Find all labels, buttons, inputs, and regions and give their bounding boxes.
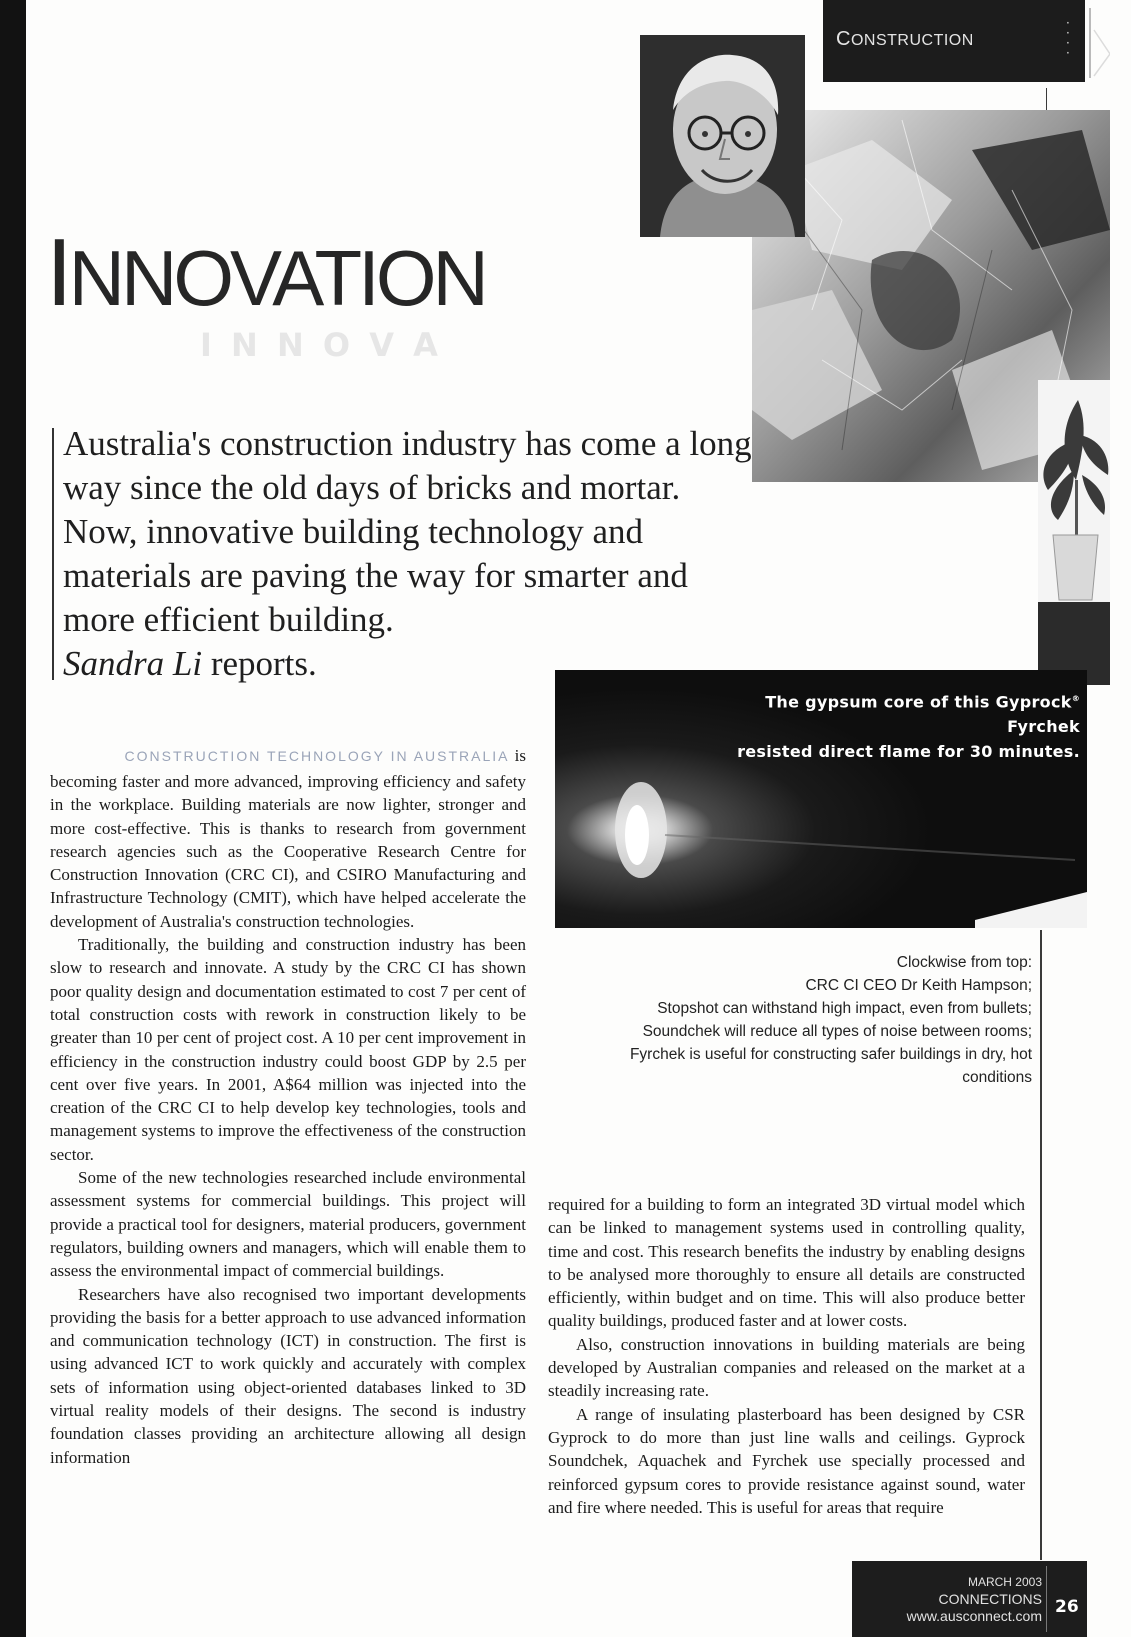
body-paragraph: required for a building to form an integrated 3D virtual model which can be linked to management systems used in controlling quality, time and cost. This research benefits the industry by enabling designs to be analysed more thoroughly to ensure all details are constructed efficiently, within budget and on time. This will also produce better quality buildings, produced faster and at lower costs.	[548, 1195, 1025, 1331]
footer-divider	[1046, 1566, 1047, 1632]
page-number: 26	[1055, 1597, 1079, 1617]
issue-date: MARCH 2003	[967, 1575, 1042, 1589]
chevron-right-icon	[1050, 8, 1110, 78]
photo-credits-caption	[560, 951, 1032, 1089]
magazine-name: CONNECTIONS	[938, 1591, 1042, 1607]
article-title: INNOVATION	[46, 219, 485, 326]
caption-line: CRC CI CEO Dr Keith Hampson;	[805, 977, 1032, 994]
lead-in-caps: CONSTRUCTION TECHNOLOGY IN AUSTRALIA is	[124, 746, 526, 765]
body-paragraph: Traditionally, the building and construction industry has been slow to research and innovate. A study by the CRC CI has shown poor quality design and documentation estimated to cost 7 per cent of total construction costs with rework in construction likely to be greater than 10 per cent of project cost. A 10 per cent improvement in efficiency in the construction industry could boost GDP by 2.5 per cent over five years. In 2001, A$64 million was injected into the creation of the CRC CI to help develop key technologies, tools and management systems to improve the effectiveness of the construction sector.	[50, 935, 526, 1164]
caption-line: Stopshot can withstand high impact, even from bullets;	[657, 1000, 1032, 1017]
caption-line: conditions	[962, 1069, 1032, 1086]
website-url: www.ausconnect.com	[906, 1608, 1042, 1624]
section-label: CONSTRUCTION	[836, 28, 974, 50]
left-edge-bar	[0, 0, 26, 1637]
column-rule	[1040, 930, 1042, 1560]
plant-photo	[1038, 380, 1110, 685]
caption-line: Clockwise from top:	[896, 954, 1032, 971]
keith-hampson-portrait	[640, 35, 805, 237]
body-paragraph: becoming faster and more advanced, improving efficiency and safety in the workplace. Building materials are now lighter, stronger and more cost-effective. This is thanks to research from government research agencies such as the Cooperative Research Centre for Construction Innovation (CRC CI), and CSIRO Manufacturing and Infrastructure Technology (CMIT), which have helped accelerate the development of Australia's construction technologies.	[50, 772, 526, 931]
body-paragraph: Some of the new technologies researched include environmental assessment systems for commercial buildings. This project will provide a practical tool for designers, material producers, government regulators, building owners and managers, which will enable them to assess the environmental impact of commercial buildings.	[50, 1168, 526, 1281]
title-bleed-through-decoration: I N N O V A	[200, 326, 442, 364]
tab-dots-decoration: · · · ·	[1066, 16, 1070, 60]
body-column-right	[548, 1193, 1025, 1519]
caption-line: Fyrchek is useful for constructing safer buildings in dry, hot	[629, 1046, 1032, 1063]
intro-rule	[52, 428, 54, 680]
body-paragraph: Researchers have also recognised two important developments providing the basis for a better approach to use advanced information and communication technology (ICT) in construction. The first is using advanced ICT to work quickly and accurately with complex sets of information using object-oriented databases linked to 3D virtual reality models of their designs. The second is industry foundation classes providing an architecture allowing all design information	[50, 1284, 526, 1467]
caption-line: Soundchek will reduce all types of noise between rooms;	[642, 1023, 1032, 1040]
body-column-left	[50, 770, 526, 1469]
author-name: Sandra Li	[63, 644, 203, 683]
footer-info	[852, 1574, 1042, 1625]
body-paragraph: Also, construction innovations in building materials are being developed by Australian companies and released on the market at a steadily increasing rate.	[548, 1334, 1025, 1401]
flame-photo-caption: The gypsum core of this Gyprock® Fyrchek resisted direct flame for 30 minutes.	[737, 692, 1080, 762]
article-standfirst: Australia's construction industry has come a long way since the old days of bricks and mortar. Now, innovative building technology and materials are paving the way for smarter and more efficient building. Sandra Li reports.	[63, 424, 752, 683]
body-paragraph: A range of insulating plasterboard has been designed by CSR Gyprock to do more than just line walls and ceilings. Gyprock Soundchek, Aquachek and Fyrchek use specially processed and reinforced gypsum cores to provide resistance against sound, water and fire where needed. This is useful for areas that require	[548, 1404, 1025, 1517]
